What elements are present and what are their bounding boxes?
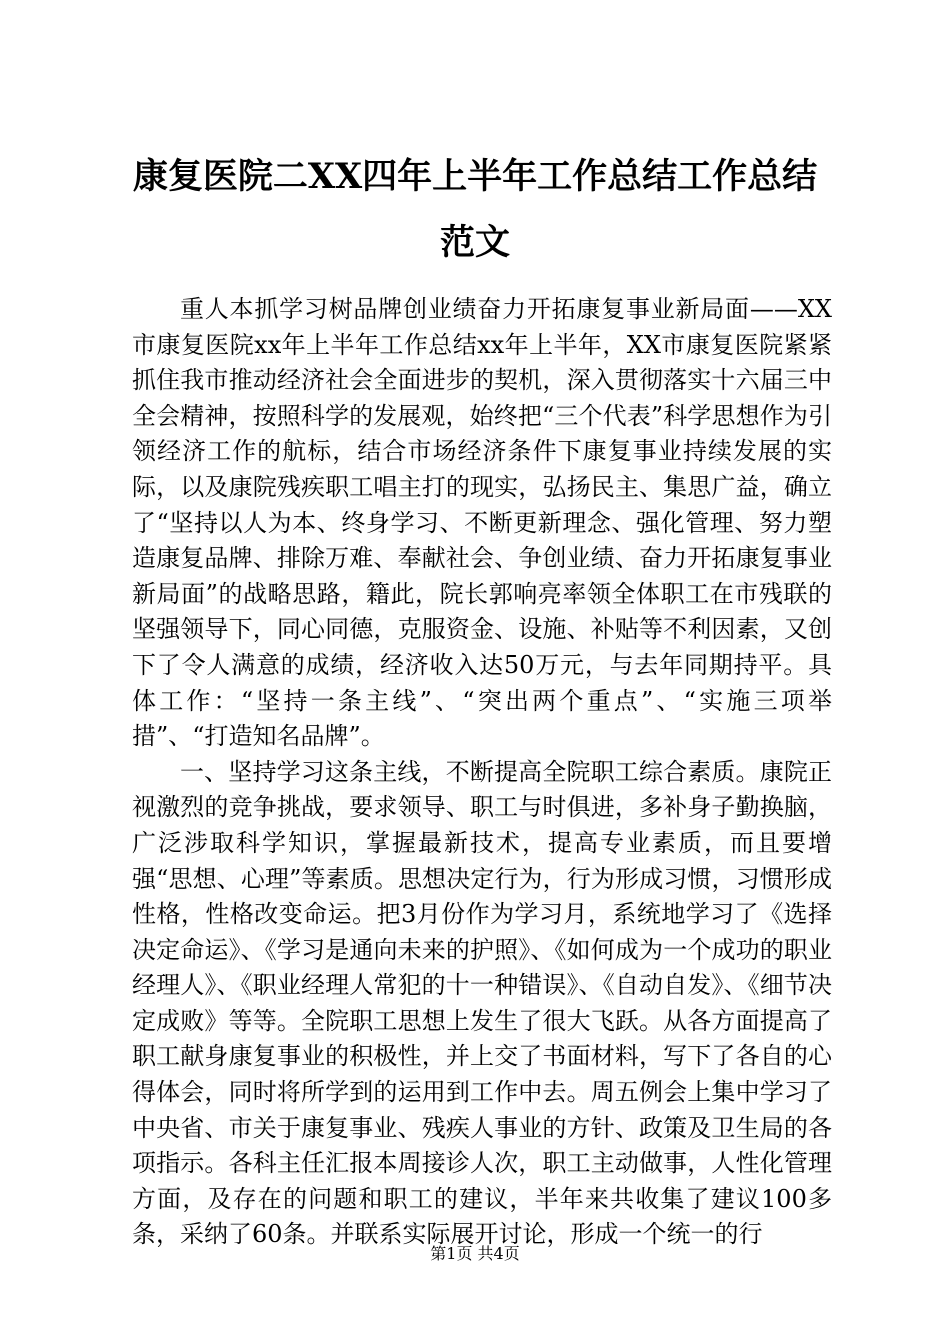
page-footer: 第1页 共4页 <box>430 1244 520 1263</box>
document-title-line-1: 康复医院二XX四年上半年工作总结工作总结 <box>132 156 818 197</box>
paragraph-section-one: 一、坚持学习这条主线，不断提高全院职工综合素质。康院正视激烈的竞争挑战，要求领导、职工与时俱进，多补身子勤换脑，广泛涉取科学知识，掌握最新技术，提高专业素质，而且要增强“思想、心理”等素质。思想决定行为，行为形成习惯，习惯形成性格，性格改变命运。把3月份作为学习月，系统地学习了《选择决定命运》、《学习是通向未来的护照》、《如何成为一个成功的职业经理人》、《职业经理人常犯的十一种错误》、《自动自发》、《细节决定成败》等等。全院职工思想上发生了很大飞跃。从各方面提高了职工献身康复事业的积极性，并上交了书面材料，写下了各自的心得体会，同时将所学到的运用到工作中去。周五例会上集中学习了中央省、市关于康复事业、残疾人事业的方针、政策及卫生局的各项指示。各科主任汇报本周接诊人次，职工主动做事，人性化管理方面，及存在的问题和职工的建议，半年来共收集了建议100多条，采纳了60条。并联系实际展开讨论，形成一个统一的行 <box>132 757 832 1249</box>
paragraph-intro: 重人本抓学习树品牌创业绩奋力开拓康复事业新局面——XX市康复医院xx年上半年工作总结xx年上半年，XX市康复医院紧紧抓住我市推动经济社会全面进步的契机，深入贯彻落实十六届三中全会精神，按照科学的发展观，始终把“三个代表”科学思想作为引领经济工作的航标，结合市场经济条件下康复事业持续发展的实际，以及康院残疾职工唱主打的现实，弘扬民主、集思广益，确立了“坚持以人为本、终身学习、不断更新理念、强化管理、努力塑造康复品牌、排除万难、奉献社会、争创业绩、奋力开拓康复事业新局面”的战略思路，籍此，院长郭响亮率领全体职工在市残联的坚强领导下，同心同德，克服资金、设施、补贴等不利因素，又创下了令人满意的成绩，经济收入达50万元，与去年同期持平。具体工作：“坚持一条主线”、“突出两个重点”、“实施三项举措”、“打造知名品牌”。 <box>132 295 832 751</box>
document-body <box>132 292 832 1253</box>
document-title-line-2: 范文 <box>439 222 510 263</box>
